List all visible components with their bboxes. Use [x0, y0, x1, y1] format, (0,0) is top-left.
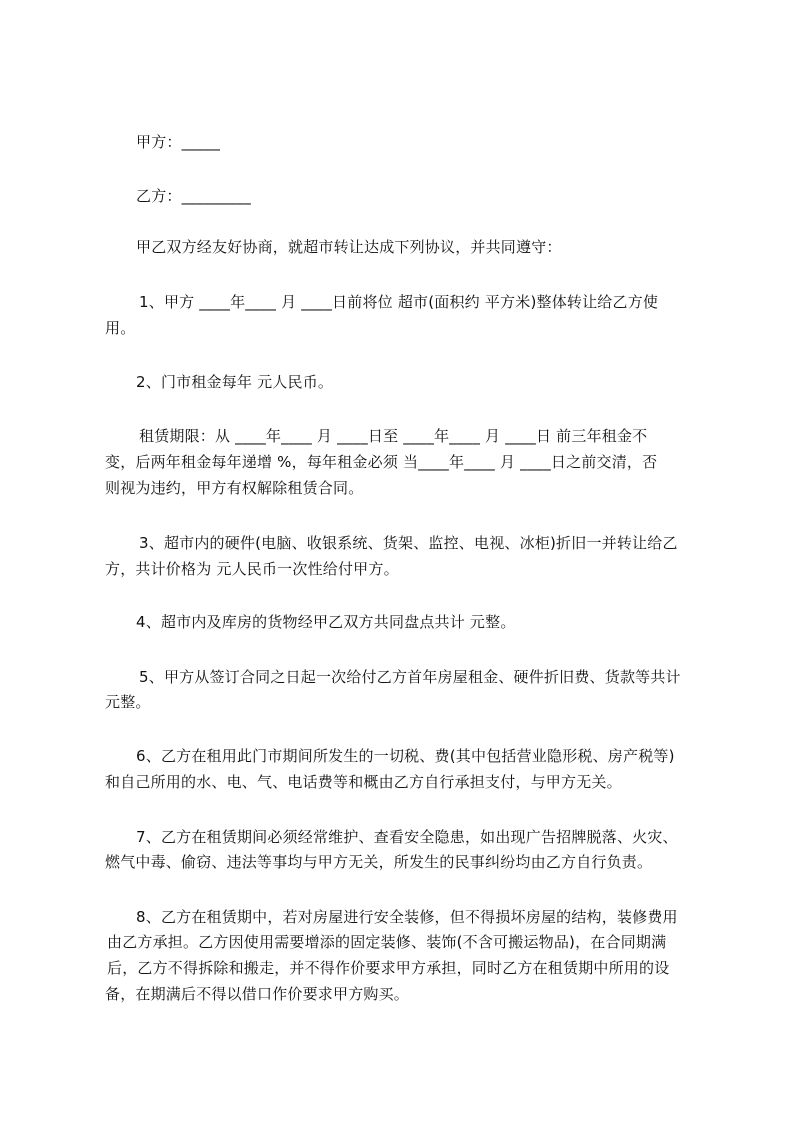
clause-7-line-2: 燃气中毒、偷窃、违法等事均与甲方无关，所发生的民事纠纷均由乙方自行负责。	[105, 853, 653, 871]
intro-paragraph: 甲乙双方经友好协商，就超市转让达成下列协议，并共同遵守：	[136, 238, 562, 256]
lease-term-line-3: 则视为违约，甲方有权解除租赁合同。	[105, 479, 364, 497]
clause-5-line-2: 元整。	[105, 693, 151, 711]
lease-term-line-2: 变，后两年租金每年递增 %，每年租金必须 当____年____ 月 ____日之前交清，否	[105, 453, 658, 471]
clause-6-line-2: 和自己所用的水、电、气、电话费等和概由乙方自行承担支付，与甲方无关。	[105, 773, 622, 791]
clause-4-line-1: 4、超市内及库房的货物经甲乙双方共同盘点共计 元整。	[136, 613, 516, 631]
party-a-line: 甲方：_____	[136, 133, 221, 151]
clause-2-line-1: 2、门市租金每年 元人民币。	[136, 373, 334, 391]
clause-8-line-3: 后，乙方不得拆除和搬走，并不得作价要求甲方承担，同时乙方在租赁期中所用的设	[107, 959, 670, 977]
clause-1-line-2: 用。	[105, 319, 136, 337]
clause-6-line-1: 6、乙方在租用此门市期间所发生的一切税、费(其中包括营业隐形税、房产税等)	[136, 747, 675, 765]
party-b-line: 乙方：_________	[136, 187, 251, 205]
clause-5-line-1: 5、甲方从签订合同之日起一次给付乙方首年房屋租金、硬件折旧费、货款等共计	[139, 668, 681, 686]
clause-3-line-1: 3、超市内的硬件(电脑、收银系统、货架、监控、电视、冰柜)折旧一并转让给乙	[139, 534, 678, 552]
clause-8-line-2: 由乙方承担。乙方因使用需要增添的固定装修、装饰(不含可搬运物品)，在合同期满	[107, 933, 667, 951]
clause-7-line-1: 7、乙方在租赁期间必须经常维护、查看安全隐患，如出现广告招牌脱落、火灾、	[136, 828, 678, 846]
clause-8-line-1: 8、乙方在租赁期中，若对房屋进行安全装修，但不得损坏房屋的结构，装修费用	[136, 908, 678, 926]
clause-3-line-2: 方，共计价格为 元人民币一次性给付甲方。	[105, 560, 399, 578]
lease-term-line-1: 租赁期限：从 ____年____ 月 ____日至 ____年____ 月 ____日 前三年租金不	[139, 427, 648, 445]
clause-8-line-4: 备，在期满后不得以借口作价要求甲方购买。	[105, 985, 410, 1003]
clause-1-line-1: 1、甲方 ____年____ 月 ____日前将位 超市(面积约 平方米)整体转让给乙方使	[139, 293, 659, 311]
